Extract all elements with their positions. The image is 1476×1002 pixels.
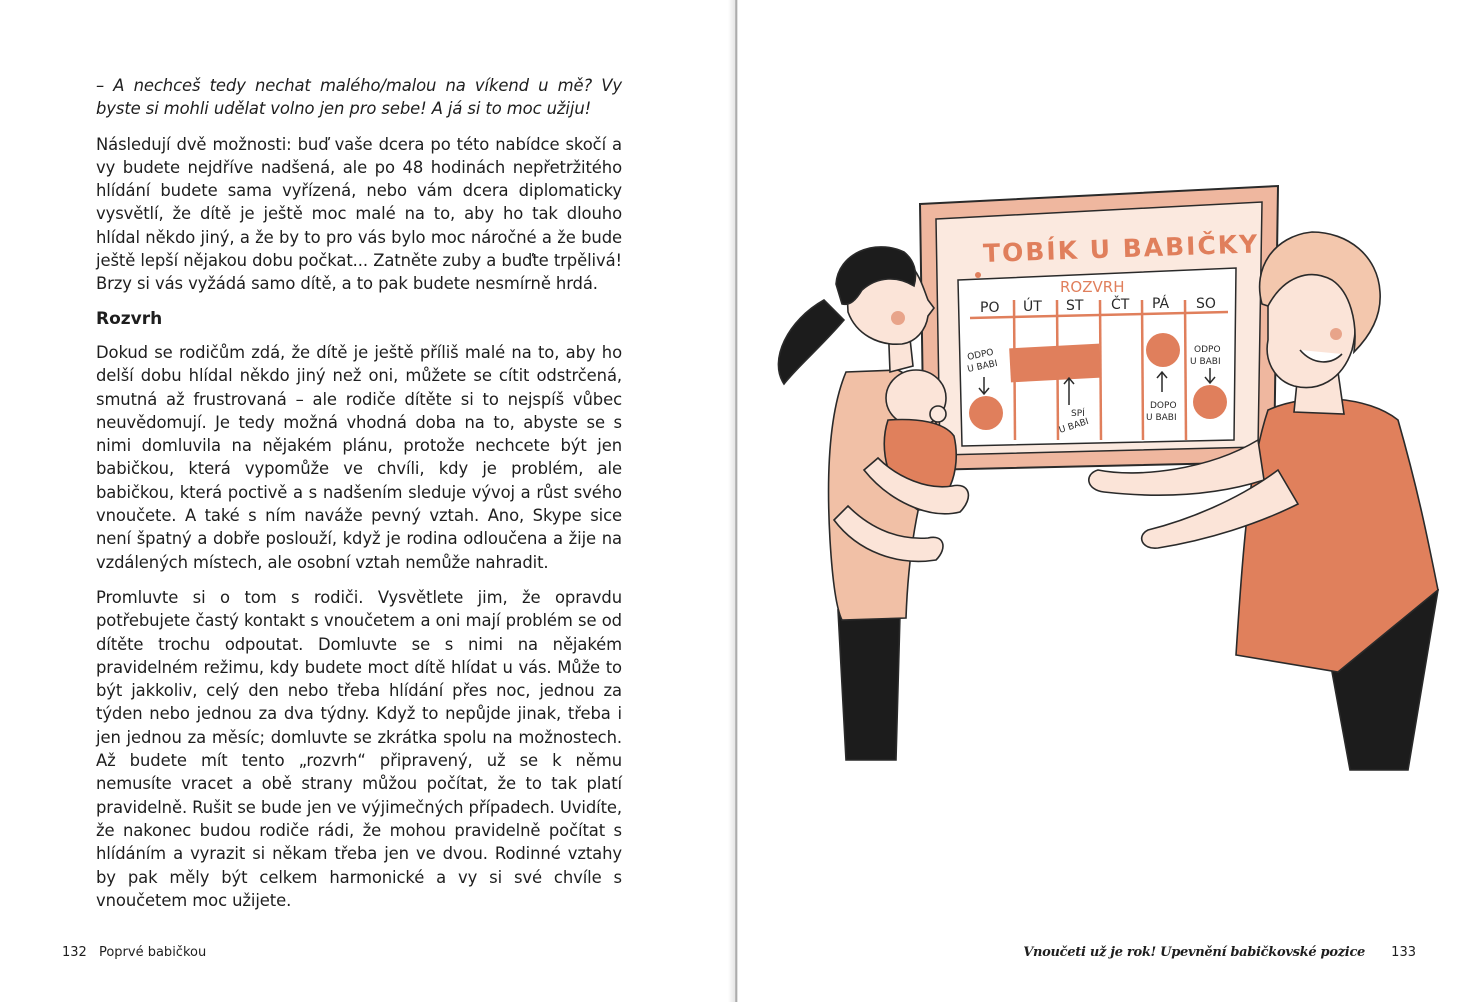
- right-footer: [1023, 945, 1416, 960]
- svg-text:U BABI: U BABI: [1057, 416, 1091, 436]
- svg-text:U BABI: U BABI: [1146, 413, 1177, 423]
- page-number-left: 132: [62, 945, 87, 960]
- day-label: ČT: [1111, 297, 1130, 313]
- grandmother-cheek: [1330, 328, 1342, 340]
- body-text: [96, 74, 622, 924]
- day-label: ST: [1066, 298, 1084, 314]
- page-number-right: 133: [1391, 945, 1416, 960]
- svg-text:U BABI: U BABI: [1190, 357, 1221, 367]
- mother-ponytail: [778, 300, 844, 384]
- running-title-right: Vnoučeti už je rok! Upevnění babičkovské pozice: [1023, 945, 1366, 960]
- schedule-board: [920, 186, 1278, 470]
- intro-quote: – A nechceš tedy nechat malého/malou na víkend u mě? Vy byste si mohli udělat volno jen pro sebe! A já si to moc užiju!: [96, 76, 622, 119]
- right-page: [738, 0, 1476, 1002]
- schedule-subtitle: ROZVRH: [1060, 278, 1125, 296]
- slot-po: [969, 396, 1003, 430]
- left-footer: [62, 945, 206, 960]
- pin-dot: [975, 272, 981, 278]
- board-title: TOBÍK U BABIČKY: [982, 229, 1260, 269]
- paragraph-2: Dokud se rodičům zdá, že dítě je ještě příliš malé na to, aby ho delší dobu hlídal někdo jiný než oni, můžete se cítit odstrčená, smutná až frustrovaná – ale rodiče dítěte si to nejspíš vůbec neuvědomují. Je tedy možná vhodná doba na to, abyste se s nimi domluvila na nějakém plánu, protože nechcete být jen babičkou, která vypomůže ve chvíli, kdy je problém, ale babičkou, která poctivě a s nadšením sleduje vývoj a růst svého vnoučete. A také s ním naváže pevný vztah. Ano, Skype sice není špatný a dobře poslouží, když je rodina odloučena a žije na vzdálených místech, ale osobní vztah nemůže nahradit.: [96, 342, 622, 572]
- mother-cheek: [891, 311, 905, 325]
- slot-so: [1193, 385, 1227, 419]
- svg-text:ODPO: ODPO: [966, 347, 995, 363]
- block-ut-st: [1009, 344, 1101, 383]
- paragraph-1: Následují dvě možnosti: buď vaše dcera po této nabídce skočí a vy budete nejdříve nadšená, ale po 48 hodinách nepřetržitého hlídání budete sama vyřízená, nebo vám dcera diplomaticky vysvětlí, že dítě je ještě moc malé na to, aby ho tak dlouho hlídal někdo jiný, a že by to pro vás bylo moc náročné a že bude ještě lepší nějakou dobu počkat... Zatněte zuby a buďte trpělivá! Brzy si vás vyžádá samo dítě, a to pak budete nesmírně hrdá.: [96, 134, 622, 294]
- svg-text:SPÍ: SPÍ: [1071, 409, 1085, 419]
- slot-pa: [1146, 333, 1180, 367]
- day-label: SO: [1196, 296, 1216, 312]
- running-title-left: Poprvé babičkou: [98, 945, 207, 960]
- day-label: PÁ: [1152, 296, 1170, 312]
- paragraph-3: Promluvte si o tom s rodiči. Vysvětlete jim, že opravdu potřebujete častý kontakt s vnoučetem a oni mají problém se od dítěte trochu odpoutat. Domluvte se s nimi na nějakém pravidelném režimu, kdy budete moct dítě hlídat u vás. Může to být jakkoliv, celý den nebo třeba hlídání přes noc, jednou za týden nebo jednou za dva týdny. Když to nepůjde jinak, třeba i jen jednou za měsíc; domluvte se zkrátka spolu na možnostech. Až budete mít tento „rozvrh“ připravený, už se k němu nemusíte vracet a obě strany můžou počítat, že to tak platí pravidelně. Rušit se bude jen ve výjimečných případech. Uvidíte, že nakonec budou rodiče rádi, že mohou pravidelně počítat s hlídáním a vyrazit si někam třeba jen ve dvou. Rodinné vztahy by pak měly být celkem harmonické a vy si své chvíle s vnoučetem moc užijete.: [96, 587, 622, 910]
- mother-legs: [838, 610, 900, 760]
- baby-pacifier: [930, 406, 946, 422]
- left-page: [0, 0, 736, 1002]
- svg-text:DOPO: DOPO: [1150, 401, 1177, 411]
- section-heading: Rozvrh: [96, 308, 163, 329]
- day-label: PO: [980, 300, 1000, 316]
- day-label: ÚT: [1023, 299, 1042, 315]
- illustration: [738, 0, 1476, 1002]
- svg-text:U BABI: U BABI: [966, 358, 999, 375]
- svg-text:ODPO: ODPO: [1194, 345, 1221, 355]
